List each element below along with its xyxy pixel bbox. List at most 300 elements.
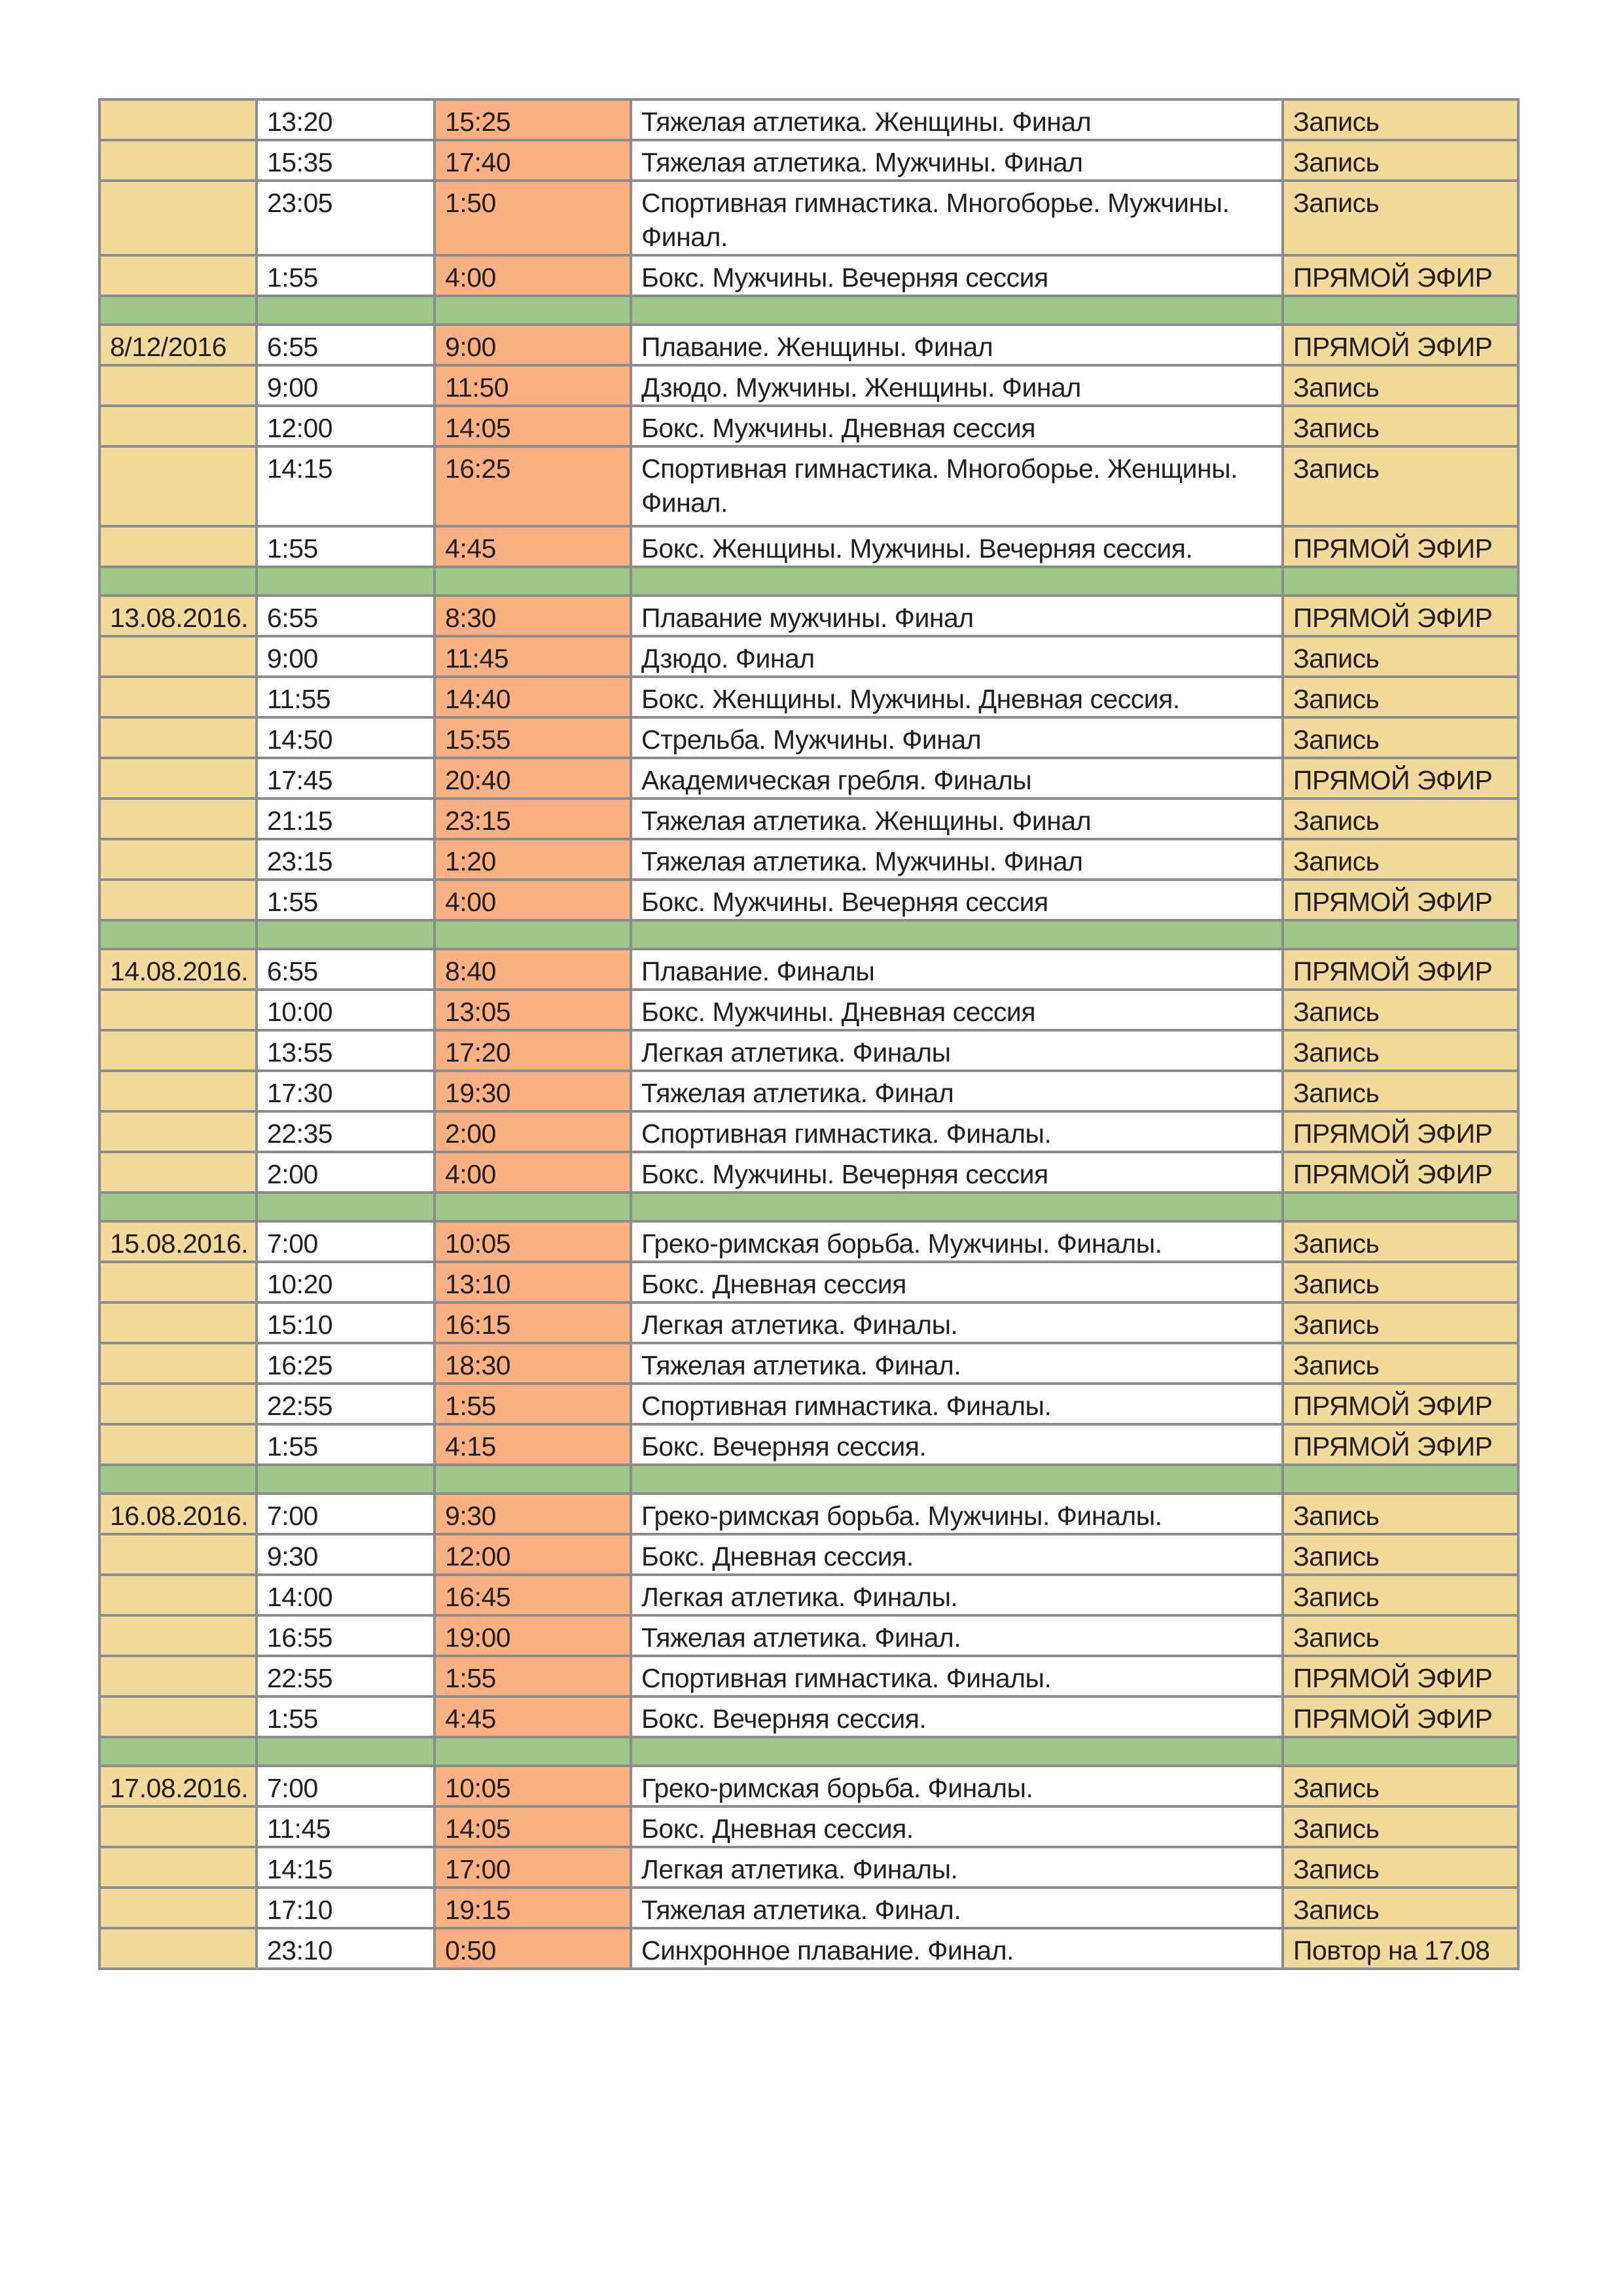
end-time-cell [435,798,631,839]
separator-cell [1283,296,1518,325]
end-time-cell-text: 19:15 [445,1895,511,1925]
date-cell-text: 15.08.2016. [110,1229,249,1259]
event-cell-text: Синхронное плавание. Финал. [641,1935,1014,1965]
event-cell-text: Дзюдо. Мужчины. Женщины. Финал [641,372,1081,403]
date-cell [99,1806,257,1847]
date-cell-text [110,448,246,452]
status-cell-text: Запись [1293,454,1380,484]
status-cell-text: Запись [1293,188,1380,218]
event-cell-text: Бокс. Дневная сессия. [641,1814,914,1844]
start-time-cell [257,1494,435,1534]
date-cell [99,1575,257,1615]
event-cell [631,1575,1283,1615]
end-time-cell-text: 17:20 [445,1037,511,1067]
status-cell-text: Запись [1293,107,1380,137]
date-cell-text [110,1153,246,1157]
status-cell [1283,140,1518,181]
event-cell [631,1615,1283,1656]
date-cell [99,1656,257,1696]
end-time-cell [435,636,631,677]
status-cell [1283,636,1518,677]
schedule-row [99,1806,1518,1847]
end-time-cell [435,1343,631,1384]
start-time-cell [257,1806,435,1847]
separator-cell [435,920,631,949]
date-cell-text [110,881,246,885]
start-time-cell-text: 6:55 [267,603,318,633]
date-cell-text [110,257,246,260]
status-cell [1283,1534,1518,1575]
event-cell-text: Тяжелая атлетика. Женщины. Финал [641,806,1092,836]
status-cell [1283,1111,1518,1152]
start-time-cell [257,325,435,365]
start-time-cell [257,1262,435,1302]
end-time-cell-text: 13:10 [445,1269,511,1299]
end-time-cell [435,365,631,406]
event-cell-text: Бокс. Вечерняя сессия. [641,1704,927,1734]
date-cell [99,1494,257,1534]
event-cell-text: Стрельба. Мужчины. Финал [641,725,982,755]
event-cell-text: Бокс. Мужчины. Вечерняя сессия [641,262,1048,293]
date-cell-text [110,1889,246,1893]
date-cell [99,949,257,990]
date-cell-text [110,678,246,682]
end-time-cell [435,1424,631,1465]
event-cell [631,1424,1283,1465]
status-cell-text: ПРЯМОЙ ЭФИР [1293,1704,1493,1734]
status-cell [1283,1152,1518,1193]
event-cell-text: Бокс. Мужчины. Дневная сессия [641,997,1036,1027]
status-cell [1283,758,1518,798]
end-time-cell-text: 14:05 [445,413,511,443]
separator-cell [435,567,631,596]
end-time-cell-text: 14:05 [445,1814,511,1844]
start-time-cell-text: 16:25 [267,1350,333,1380]
date-cell [99,1262,257,1302]
date-cell-text: 17.08.2016. [110,1773,249,1803]
start-time-cell [257,949,435,990]
day-separator-row [99,1193,1518,1221]
date-cell [99,758,257,798]
end-time-cell-text: 19:30 [445,1078,511,1108]
event-cell-text: Бокс. Дневная сессия [641,1269,906,1299]
separator-cell [257,1465,435,1494]
separator-cell [435,1465,631,1494]
date-cell [99,1888,257,1928]
start-time-cell [257,1424,435,1465]
date-cell-text [110,407,246,411]
date-cell [99,99,257,140]
end-time-cell-text: 14:40 [445,684,511,714]
date-cell [99,1424,257,1465]
event-cell [631,677,1283,717]
schedule-row [99,949,1518,990]
start-time-cell [257,1384,435,1424]
start-time-cell [257,1302,435,1343]
status-cell-text: Запись [1293,1350,1380,1380]
end-time-cell [435,1302,631,1343]
schedule-row [99,677,1518,717]
event-cell [631,325,1283,365]
end-time-cell [435,1221,631,1262]
end-time-cell [435,677,631,717]
end-time-cell-text: 0:50 [445,1935,496,1965]
end-time-cell-text: 17:00 [445,1854,511,1884]
start-time-cell-text: 12:00 [267,413,333,443]
end-time-cell-text: 20:40 [445,765,511,795]
event-cell-text: Греко-римская борьба. Финалы. [641,1773,1033,1803]
date-cell-text [110,1929,246,1933]
event-cell-text: Спортивная гимнастика. Финалы. [641,1119,1052,1149]
event-cell [631,1696,1283,1737]
start-time-cell-text: 15:35 [267,147,333,177]
end-time-cell [435,181,631,255]
start-time-cell-text: 21:15 [267,806,333,836]
event-cell [631,1847,1283,1888]
start-time-cell-text: 2:00 [267,1159,318,1189]
schedule-row [99,181,1518,255]
status-cell-text: ПРЯМОЙ ЭФИР [1293,765,1493,795]
start-time-cell-text: 22:55 [267,1663,333,1693]
date-cell [99,677,257,717]
start-time-cell [257,365,435,406]
event-cell-text: Бокс. Мужчины. Дневная сессия [641,413,1036,443]
end-time-cell-text: 11:50 [445,372,509,403]
event-cell [631,99,1283,140]
start-time-cell-text: 7:00 [267,1229,318,1259]
end-time-cell-text: 23:15 [445,806,511,836]
separator-cell [99,296,257,325]
date-cell-text [110,1031,246,1035]
event-cell [631,446,1283,526]
status-cell-text: ПРЯМОЙ ЭФИР [1293,1119,1493,1149]
event-cell-text: Спортивная гимнастика. Многоборье. Женщины. Финал. [641,454,1238,518]
start-time-cell-text: 23:10 [267,1935,333,1965]
schedule-row [99,1111,1518,1152]
event-cell [631,880,1283,920]
date-cell-text [110,1535,246,1539]
date-cell-text [110,1848,246,1852]
schedule-row [99,1221,1518,1262]
date-cell [99,1615,257,1656]
status-cell-text: ПРЯМОЙ ЭФИР [1293,1431,1493,1462]
status-cell [1283,1928,1518,1969]
separator-cell [1283,1465,1518,1494]
schedule-row [99,255,1518,296]
start-time-cell-text: 9:00 [267,372,318,403]
schedule-row [99,1494,1518,1534]
date-cell-text [110,367,246,370]
event-cell-text: Академическая гребля. Финалы [641,765,1032,795]
start-time-cell-text: 9:30 [267,1541,318,1571]
schedule-row [99,1071,1518,1111]
status-cell [1283,255,1518,296]
schedule-row [99,880,1518,920]
schedule-row [99,1847,1518,1888]
day-separator-row [99,1465,1518,1494]
schedule-row [99,839,1518,880]
status-cell-text: ПРЯМОЙ ЭФИР [1293,1663,1493,1693]
status-cell [1283,1302,1518,1343]
status-cell [1283,1384,1518,1424]
end-time-cell-text: 1:50 [445,188,496,218]
date-cell [99,526,257,567]
start-time-cell-text: 17:45 [267,765,333,795]
status-cell [1283,1656,1518,1696]
status-cell [1283,325,1518,365]
status-cell-text: Запись [1293,1582,1380,1612]
status-cell [1283,1696,1518,1737]
start-time-cell [257,181,435,255]
start-time-cell [257,758,435,798]
start-time-cell-text: 7:00 [267,1501,318,1531]
event-cell-text: Плавание мужчины. Финал [641,603,974,633]
date-cell [99,839,257,880]
start-time-cell [257,446,435,526]
separator-cell [99,1193,257,1221]
separator-cell [99,920,257,949]
end-time-cell-text: 4:00 [445,887,496,917]
status-cell-text: Запись [1293,1037,1380,1067]
start-time-cell-text: 1:55 [267,1431,318,1462]
date-cell-text: 16.08.2016. [110,1501,249,1531]
date-cell-text [110,1304,246,1308]
status-cell-text: ПРЯМОЙ ЭФИР [1293,956,1493,986]
date-cell [99,406,257,446]
status-cell-text: Запись [1293,1310,1380,1340]
event-cell-text: Тяжелая атлетика. Финал. [641,1350,961,1380]
start-time-cell-text: 22:55 [267,1391,333,1421]
separator-cell [435,1193,631,1221]
start-time-cell-text: 13:55 [267,1037,333,1067]
schedule-row [99,1928,1518,1969]
start-time-cell-text: 1:55 [267,1704,318,1734]
schedule-row [99,1696,1518,1737]
event-cell-text: Бокс. Мужчины. Вечерняя сессия [641,1159,1048,1189]
date-cell [99,1847,257,1888]
date-cell-text [110,1576,246,1580]
end-time-cell [435,1928,631,1969]
schedule-row [99,798,1518,839]
status-cell [1283,1071,1518,1111]
day-separator-row [99,1737,1518,1766]
date-cell-text [110,1113,246,1117]
schedule-row [99,1030,1518,1071]
start-time-cell [257,1152,435,1193]
separator-cell [631,296,1283,325]
event-cell-text: Легкая атлетика. Финалы. [641,1854,958,1884]
start-time-cell [257,1766,435,1806]
event-cell [631,798,1283,839]
end-time-cell [435,1494,631,1534]
date-cell-text [110,759,246,763]
end-time-cell [435,1615,631,1656]
end-time-cell [435,446,631,526]
end-time-cell [435,1656,631,1696]
end-time-cell [435,880,631,920]
end-time-cell [435,325,631,365]
status-cell-text: Запись [1293,997,1380,1027]
status-cell-text: Запись [1293,684,1380,714]
start-time-cell-text: 23:05 [267,188,333,218]
end-time-cell-text: 1:55 [445,1663,496,1693]
separator-cell [435,296,631,325]
date-cell-text [110,528,246,531]
status-cell [1283,1221,1518,1262]
end-time-cell [435,99,631,140]
start-time-cell [257,1575,435,1615]
day-separator-row [99,296,1518,325]
end-time-cell-text: 17:40 [445,147,511,177]
event-cell [631,839,1283,880]
start-time-cell [257,1847,435,1888]
status-cell-text: ПРЯМОЙ ЭФИР [1293,1159,1493,1189]
separator-cell [1283,567,1518,596]
date-cell [99,140,257,181]
event-cell [631,1494,1283,1534]
date-cell [99,798,257,839]
day-separator-row [99,920,1518,949]
schedule-row [99,1534,1518,1575]
end-time-cell-text: 10:05 [445,1773,511,1803]
date-cell-text [110,991,246,995]
start-time-cell-text: 1:55 [267,262,318,293]
status-cell-text: Запись [1293,147,1380,177]
status-cell-text: Запись [1293,806,1380,836]
start-time-cell-text: 16:55 [267,1623,333,1653]
event-cell [631,1152,1283,1193]
event-cell-text: Плавание. Женщины. Финал [641,332,993,362]
event-cell-text: Спортивная гимнастика. Финалы. [641,1391,1052,1421]
separator-cell [257,1737,435,1766]
end-time-cell-text: 12:00 [445,1541,511,1571]
event-cell [631,1384,1283,1424]
status-cell-text: Запись [1293,1773,1380,1803]
schedule-row [99,758,1518,798]
event-cell [631,1928,1283,1969]
start-time-cell-text: 7:00 [267,1773,318,1803]
separator-cell [631,1193,1283,1221]
status-cell [1283,181,1518,255]
status-cell-text: Запись [1293,1229,1380,1259]
event-cell [631,1806,1283,1847]
status-cell-text: Запись [1293,846,1380,876]
schedule-row [99,1424,1518,1465]
end-time-cell-text: 15:25 [445,107,511,137]
schedule-row [99,1302,1518,1343]
start-time-cell-text: 22:35 [267,1119,333,1149]
date-cell [99,1302,257,1343]
event-cell-text: Бокс. Дневная сессия. [641,1541,914,1571]
event-cell-text: Тяжелая атлетика. Мужчины. Финал [641,846,1083,876]
end-time-cell [435,255,631,296]
status-cell [1283,798,1518,839]
schedule-row [99,1766,1518,1806]
date-cell-text [110,1344,246,1348]
event-cell-text: Бокс. Женщины. Мужчины. Вечерняя сессия. [641,533,1193,564]
event-cell [631,596,1283,636]
date-cell [99,1928,257,1969]
schedule-row [99,717,1518,758]
end-time-cell [435,1575,631,1615]
start-time-cell-text: 14:15 [267,454,333,484]
schedule-row [99,1888,1518,1928]
separator-cell [631,1737,1283,1766]
end-time-cell-text: 1:55 [445,1391,496,1421]
end-time-cell [435,839,631,880]
start-time-cell [257,1928,435,1969]
event-cell [631,1302,1283,1343]
start-time-cell [257,1534,435,1575]
event-cell-text: Легкая атлетика. Финалы. [641,1582,958,1612]
event-cell [631,1071,1283,1111]
event-cell-text: Тяжелая атлетика. Финал [641,1078,954,1108]
status-cell-text: Запись [1293,1269,1380,1299]
status-cell-text: ПРЯМОЙ ЭФИР [1293,533,1493,564]
separator-cell [1283,1737,1518,1766]
date-cell [99,1384,257,1424]
date-cell [99,181,257,255]
separator-cell [1283,1193,1518,1221]
separator-cell [99,567,257,596]
status-cell-text: ПРЯМОЙ ЭФИР [1293,332,1493,362]
status-cell-text: ПРЯМОЙ ЭФИР [1293,603,1493,633]
date-cell-text [110,637,246,641]
date-cell-text: 14.08.2016. [110,956,249,986]
end-time-cell [435,1806,631,1847]
status-cell [1283,1343,1518,1384]
schedule-row [99,1615,1518,1656]
end-time-cell [435,949,631,990]
end-time-cell-text: 9:00 [445,332,496,362]
end-time-cell [435,1384,631,1424]
event-cell [631,255,1283,296]
start-time-cell-text: 14:00 [267,1582,333,1612]
date-cell-text [110,800,246,804]
separator-cell [257,296,435,325]
schedule-row [99,990,1518,1030]
separator-cell [99,1465,257,1494]
status-cell [1283,1030,1518,1071]
end-time-cell-text: 16:25 [445,454,511,484]
date-cell-text [110,1657,246,1661]
event-cell-text: Бокс. Женщины. Мужчины. Дневная сессия. [641,684,1180,714]
end-time-cell-text: 16:15 [445,1310,511,1340]
end-time-cell [435,140,631,181]
start-time-cell-text: 10:00 [267,997,333,1027]
status-cell-text: Запись [1293,413,1380,443]
date-cell-text: 13.08.2016. [110,603,249,633]
status-cell-text: Запись [1293,1623,1380,1653]
event-cell [631,1221,1283,1262]
schedule-row [99,365,1518,406]
event-cell-text: Тяжелая атлетика. Финал. [641,1895,961,1925]
event-cell [631,365,1283,406]
event-cell [631,140,1283,181]
start-time-cell [257,1656,435,1696]
status-cell [1283,99,1518,140]
event-cell-text: Спортивная гимнастика. Финалы. [641,1663,1052,1693]
start-time-cell-text: 15:10 [267,1310,333,1340]
start-time-cell [257,798,435,839]
date-cell [99,1152,257,1193]
start-time-cell [257,1696,435,1737]
schedule-row [99,1343,1518,1384]
end-time-cell-text: 4:15 [445,1431,496,1462]
date-cell-text [110,719,246,723]
status-cell [1283,1847,1518,1888]
status-cell-text: Запись [1293,1895,1380,1925]
